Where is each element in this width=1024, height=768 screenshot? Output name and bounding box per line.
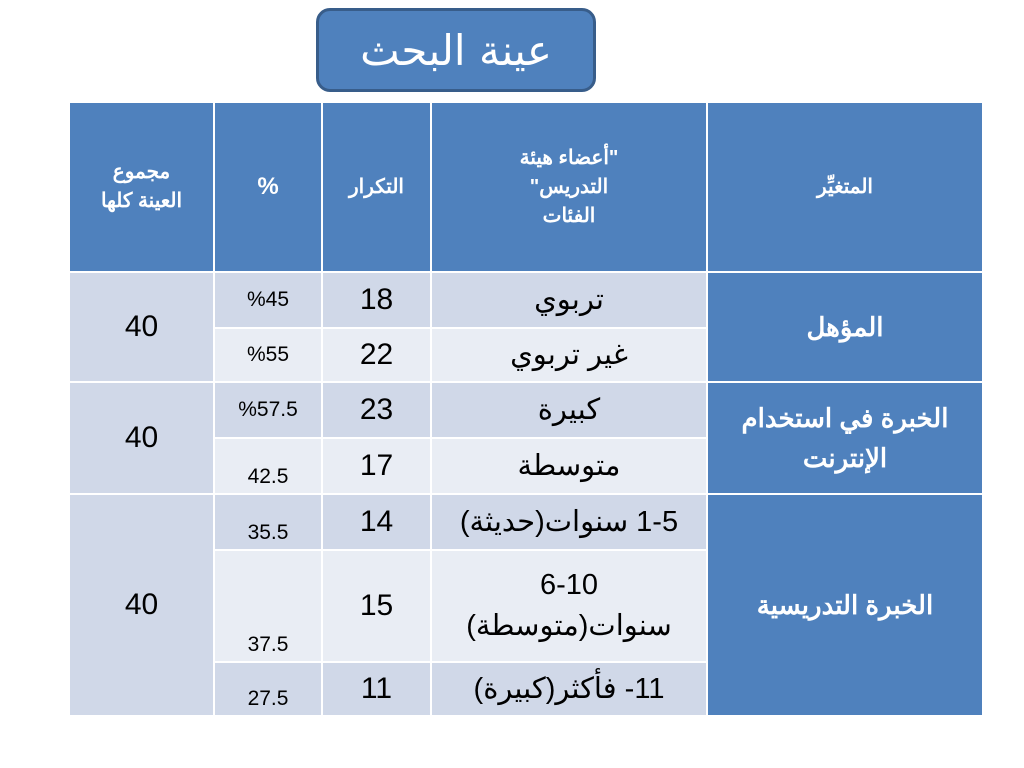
category-cell: 6-10 سنوات(متوسطة) [431,550,707,662]
frequency-cell: 14 [322,494,431,550]
slide-title [316,8,596,92]
percent-cell: %57.5 [214,382,322,438]
category-cell: تربوي [431,272,707,328]
category-cell: 1-5 سنوات(حديثة) [431,494,707,550]
frequency-cell: 22 [322,328,431,382]
percent-cell: 42.5 [214,438,322,494]
table-row [69,494,983,550]
slide-title-text: عينة البحث [360,25,552,75]
category-cell: 11- فأكثر(كبيرة) [431,662,707,716]
frequency-cell: 17 [322,438,431,494]
header-percent: % [214,102,322,272]
category-cell: متوسطة [431,438,707,494]
frequency-cell: 15 [322,550,431,662]
variable-cell: الخبرة التدريسية [707,494,983,716]
header-variable: المتغيِّر [707,102,983,272]
group-total: 40 [69,272,214,382]
frequency-cell: 23 [322,382,431,438]
header-total: مجموع العينة كلها [69,102,214,272]
header-categories: "أعضاء هيئة التدريس" الفئات [431,102,707,272]
frequency-cell: 11 [322,662,431,716]
header-frequency: التكرار [322,102,431,272]
sample-table [68,101,984,717]
group-total: 40 [69,494,214,716]
variable-cell: المؤهل [707,272,983,382]
header-row [69,102,983,272]
category-cell: كبيرة [431,382,707,438]
frequency-cell: 18 [322,272,431,328]
percent-cell: 35.5 [214,494,322,550]
table-row [69,272,983,328]
group-total: 40 [69,382,214,494]
percent-cell: %55 [214,328,322,382]
percent-cell: 37.5 [214,550,322,662]
table-row [69,382,983,438]
percent-cell: 27.5 [214,662,322,716]
percent-cell: %45 [214,272,322,328]
category-cell: غير تربوي [431,328,707,382]
variable-cell: الخبرة في استخدام الإنترنت [707,382,983,494]
